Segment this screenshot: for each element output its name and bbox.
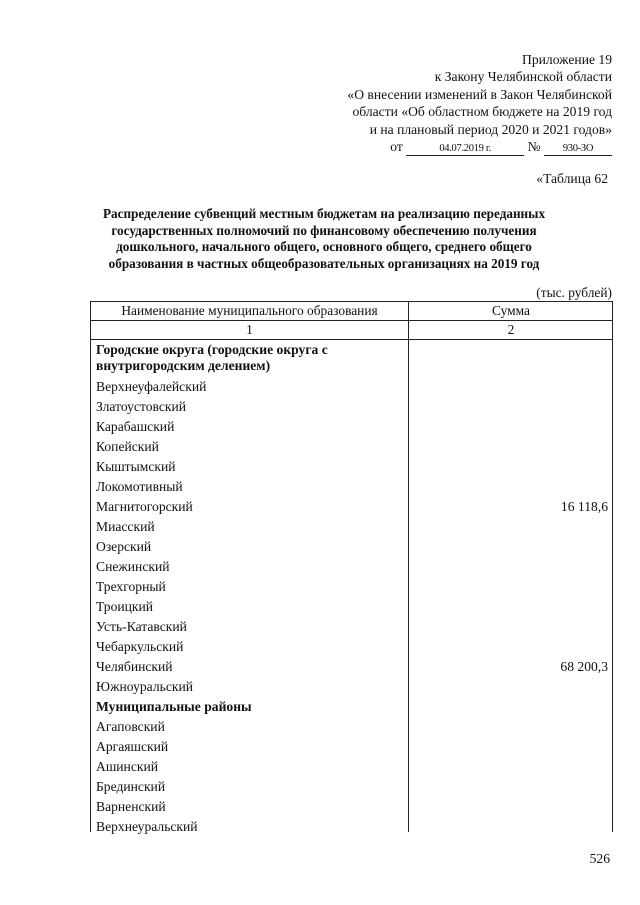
municipality-name: Чебаркульский bbox=[96, 639, 184, 654]
municipality-name: Трехгорный bbox=[96, 579, 166, 594]
sum-value: 16 118,6 bbox=[560, 499, 608, 514]
date-prefix: от bbox=[390, 139, 403, 155]
subvention-table bbox=[90, 301, 613, 832]
table-reference: «Таблица 62 bbox=[536, 171, 608, 186]
municipality-name: Ашинский bbox=[96, 759, 159, 774]
municipality-name: Златоустовский bbox=[96, 399, 187, 414]
appendix-line: к Закону Челябинской области bbox=[434, 69, 612, 85]
section-row bbox=[91, 697, 612, 717]
table-row bbox=[91, 537, 612, 557]
table-row bbox=[91, 497, 612, 517]
header-municipality: Наименование муниципального образования bbox=[121, 303, 378, 318]
municipality-name: Миасский bbox=[96, 519, 155, 534]
table-row bbox=[91, 417, 612, 437]
table-row bbox=[91, 757, 612, 777]
table-body bbox=[91, 341, 612, 837]
municipality-name: Озерский bbox=[96, 539, 152, 554]
table-row bbox=[91, 477, 612, 497]
table-row bbox=[91, 637, 612, 657]
table-row bbox=[91, 377, 612, 397]
municipality-name: Брединский bbox=[96, 779, 166, 794]
column-number-2: 2 bbox=[507, 322, 515, 337]
table-row bbox=[91, 597, 612, 617]
date-number-line bbox=[212, 138, 612, 156]
table-row bbox=[91, 777, 612, 797]
municipality-name: Верхнеуральский bbox=[96, 819, 198, 834]
municipality-name: Верхнеуфалейский bbox=[96, 379, 207, 394]
municipality-name: Варненский bbox=[96, 799, 166, 814]
section-heading: Муниципальные районы bbox=[96, 699, 252, 714]
document-title: Распределение субвенций местным бюджетам на реализацию переданных государственных полномочий по финансовому обеспечению получения дошкольного, начального общего, основного общего, среднего общего образования в частных общеобразовательных организациях на 2019 год bbox=[102, 206, 546, 271]
municipality-name: Карабашский bbox=[96, 419, 175, 434]
municipality-name: Южноуральский bbox=[96, 679, 194, 694]
appendix-line: области «Об областном бюджете на 2019 год bbox=[352, 104, 612, 120]
table-row bbox=[91, 677, 612, 697]
column-number-1: 1 bbox=[246, 322, 253, 337]
appendix-header bbox=[212, 51, 612, 156]
sum-value: 68 200,3 bbox=[560, 659, 608, 674]
municipality-name: Кыштымский bbox=[96, 459, 176, 474]
date-value: 04.07.2019 г. bbox=[406, 142, 524, 156]
table-row bbox=[91, 457, 612, 477]
table-row bbox=[91, 657, 612, 677]
municipality-name: Аргаяшский bbox=[96, 739, 169, 754]
header-sum: Сумма bbox=[492, 303, 530, 318]
table-row bbox=[91, 437, 612, 457]
column-number-row bbox=[91, 321, 612, 340]
municipality-name: Троицкий bbox=[96, 599, 154, 614]
number-prefix: № bbox=[527, 139, 541, 155]
municipality-name: Челябинский bbox=[96, 659, 173, 674]
municipality-name: Снежинский bbox=[96, 559, 170, 574]
appendix-line: Приложение 19 bbox=[522, 52, 612, 67]
table-row bbox=[91, 577, 612, 597]
table-row bbox=[91, 557, 612, 577]
table-row bbox=[91, 737, 612, 757]
table-row bbox=[91, 397, 612, 417]
section-heading: Городские округа (городские округа с внутригородским делением) bbox=[96, 342, 328, 373]
municipality-name: Магнитогорский bbox=[96, 499, 193, 514]
table-row bbox=[91, 817, 612, 837]
appendix-line: и на плановый период 2020 и 2021 годов» bbox=[369, 121, 612, 137]
municipality-name: Агаповский bbox=[96, 719, 165, 734]
table-row bbox=[91, 517, 612, 537]
municipality-name: Усть-Катавский bbox=[96, 619, 187, 634]
municipality-name: Локомотивный bbox=[96, 479, 183, 494]
table-header-row bbox=[91, 302, 612, 321]
page-number: 526 bbox=[589, 851, 610, 866]
municipality-name: Копейский bbox=[96, 439, 159, 454]
table-row bbox=[91, 617, 612, 637]
table-row bbox=[91, 797, 612, 817]
number-value: 930-ЗО bbox=[544, 142, 612, 156]
appendix-line: «О внесении изменений в Закон Челябинской bbox=[347, 86, 612, 102]
units-label: (тыс. рублей) bbox=[536, 285, 612, 300]
table-row bbox=[91, 717, 612, 737]
section-row bbox=[91, 341, 612, 377]
